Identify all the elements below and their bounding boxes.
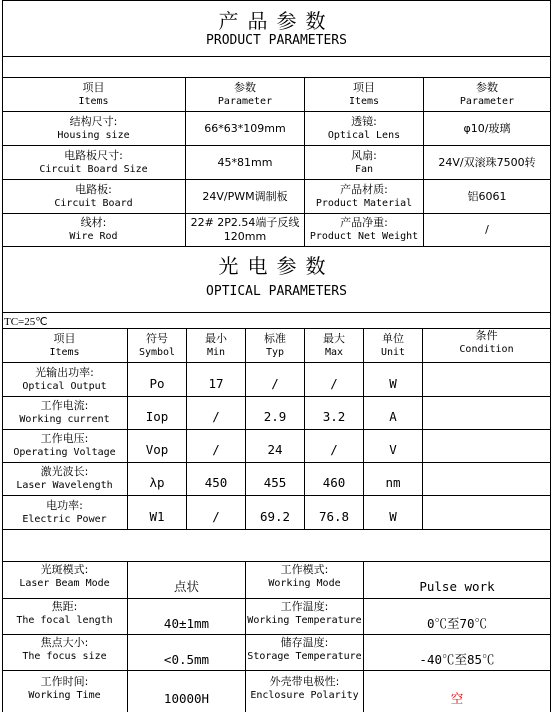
- header-en: Min: [206, 346, 226, 358]
- mode-value-left: <0.5mm: [163, 651, 210, 667]
- product-item-right: [305, 180, 423, 213]
- item-value: 66*63*109mm: [204, 121, 286, 135]
- item-label-en: Working Temperature: [247, 614, 362, 626]
- optical-header-items: [2, 329, 127, 362]
- item-label-cn: 产品净重:: [340, 216, 388, 229]
- header-cn: 最大: [323, 331, 345, 345]
- optical-min: 17: [208, 375, 224, 391]
- item-value: 22# 2P2.54端子反线: [190, 216, 300, 229]
- optical-symbol: Vop: [145, 442, 169, 457]
- frame-right: [550, 0, 551, 712]
- item-value: 24V/双滚珠7500转: [438, 155, 536, 169]
- item-label-cn: 激光波长:: [40, 465, 89, 478]
- item-label-en: Circuit Board: [54, 197, 133, 209]
- optical-max: 460: [322, 475, 346, 490]
- optical-header-max: [305, 329, 363, 362]
- mode-value-right: -40℃至85℃: [419, 651, 495, 667]
- product-value-left: [186, 180, 304, 213]
- optical-header-symbol: [128, 329, 186, 362]
- optical-unit: A: [389, 409, 397, 424]
- optical-max: 76.8: [318, 508, 350, 524]
- mode-item-left: [2, 562, 127, 592]
- header-cn: 符号: [146, 331, 168, 345]
- item-label-cn: 透镜:: [351, 114, 377, 128]
- mode-value-left: 10000H: [163, 690, 210, 706]
- optical-max: /: [330, 375, 338, 391]
- optical-header-typ: [246, 329, 304, 362]
- frame-top: [2, 0, 551, 1]
- optical-item: [2, 363, 127, 396]
- optical-item: [2, 430, 127, 462]
- item-value: 45*81mm: [217, 155, 273, 169]
- mode-value-left: 点状: [173, 579, 199, 594]
- item-label-cn: 电功率:: [46, 498, 83, 512]
- optical-header-unit: [364, 329, 422, 362]
- optical-typ: 455: [263, 475, 287, 490]
- item-label-cn: 产品材质:: [340, 182, 388, 196]
- mode-item-left: [2, 635, 127, 664]
- product-title-cn: 产品参数: [218, 9, 335, 33]
- item-label-en: Working Time: [28, 689, 101, 701]
- optical-symbol: Iop: [145, 409, 169, 424]
- item-label-en: Fan: [354, 163, 374, 175]
- spec-sheet: [2, 0, 551, 712]
- product-item-left: [2, 214, 185, 246]
- optical-min: /: [212, 442, 220, 457]
- item-label-en: Housing size: [57, 129, 130, 141]
- product-header-parameter-2: 参数 Parameter: [459, 80, 515, 107]
- optical-header-min: [187, 329, 245, 362]
- item-label-cn: 焦点大小:: [40, 635, 89, 649]
- product-value-right: [424, 146, 550, 179]
- product-item-left: [2, 146, 185, 179]
- item-label-en: Working current: [19, 414, 110, 425]
- header-en: Condition: [459, 344, 514, 355]
- item-label-en: Optical Lens: [327, 129, 401, 141]
- mode-item-right: [246, 599, 363, 628]
- optical-max: /: [330, 442, 338, 457]
- item-label-en: The focal length: [16, 614, 113, 626]
- optical-typ: 2.9: [263, 409, 287, 424]
- mode-value-right: Pulse work: [419, 579, 495, 594]
- item-label-cn: 工作时间:: [40, 674, 89, 688]
- item-label-cn: 电路板尺寸:: [64, 148, 123, 162]
- optical-typ: /: [271, 375, 279, 391]
- product-value-right: [424, 180, 550, 213]
- optical-title-cn: 光电参数: [218, 254, 335, 278]
- optical-unit: W: [389, 508, 397, 524]
- optical-item: [2, 463, 127, 495]
- item-label-cn: 光输出功率:: [35, 365, 94, 379]
- optical-unit: V: [389, 442, 397, 457]
- optical-symbol: W1: [149, 508, 165, 524]
- item-label-cn: 工作模式:: [280, 563, 329, 576]
- item-label-en: Working Mode: [268, 578, 341, 589]
- item-label-en: Operating Voltage: [13, 447, 116, 458]
- optical-title-en: OPTICAL PARAMETERS: [206, 284, 347, 299]
- header-cn: 项目: [53, 331, 76, 345]
- product-value-left: [186, 214, 304, 246]
- item-label-en: Enclosure Polarity: [250, 689, 359, 701]
- product-value-right: [424, 112, 550, 145]
- mode-item-right: [246, 562, 363, 592]
- item-label-cn: 储存温度:: [280, 635, 329, 649]
- header-en: Items: [49, 346, 80, 358]
- header-en: Max: [324, 346, 344, 358]
- product-value-left: [186, 112, 304, 145]
- item-label-en: Storage Temperature: [247, 650, 362, 662]
- header-en: Typ: [265, 346, 285, 358]
- item-value: 铝6061: [467, 189, 507, 203]
- product-item-left: [2, 180, 185, 213]
- item-label-en: Circuit Board Size: [39, 163, 148, 175]
- header-cn: 单位: [382, 331, 404, 345]
- optical-min: 450: [204, 475, 228, 490]
- mode-value-right: 空: [450, 690, 464, 706]
- optical-item: [2, 397, 127, 429]
- item-label-en: Laser Beam Mode: [19, 578, 110, 589]
- optical-typ: 24: [267, 442, 283, 457]
- optical-symbol: Po: [149, 375, 165, 391]
- optical-typ: 69.2: [259, 508, 291, 524]
- item-label-cn: 工作温度:: [280, 599, 329, 613]
- product-header-items: 项目 Items: [78, 80, 109, 107]
- item-label-cn: 风扇:: [351, 148, 377, 162]
- optical-min: /: [212, 409, 220, 424]
- item-value-line2: 120mm: [223, 230, 267, 243]
- item-label-en: Laser Wavelength: [16, 480, 113, 491]
- mode-value-right: 0℃至70℃: [426, 615, 488, 631]
- optical-item: [2, 496, 127, 529]
- optical-min: /: [212, 508, 220, 524]
- header-en: Symbol: [138, 346, 176, 358]
- header-en: Unit: [380, 346, 406, 358]
- item-label-en: The focus size: [22, 650, 107, 662]
- mode-item-right: [246, 635, 363, 664]
- mode-item-left: [2, 599, 127, 628]
- product-item-right: [305, 214, 423, 246]
- item-value: 24V/PWM调制板: [202, 189, 288, 203]
- product-item-right: [305, 146, 423, 179]
- item-value: /: [485, 223, 489, 236]
- item-label-en: Product Net Weight: [309, 231, 419, 242]
- item-label-en: Product Material: [315, 197, 413, 209]
- product-value-left: [186, 146, 304, 179]
- product-item-left: [2, 112, 185, 145]
- optical-unit: nm: [385, 475, 401, 490]
- product-item-right: [305, 112, 423, 145]
- item-label-cn: 工作电流:: [40, 399, 89, 412]
- item-label-cn: 外壳带电极性:: [269, 674, 340, 688]
- item-label-en: Wire Rod: [69, 231, 118, 242]
- product-header-items-2: 项目 Items: [348, 80, 380, 107]
- test-condition: TC=25℃: [4, 316, 48, 328]
- header-cn: 最小: [205, 331, 227, 345]
- item-label-cn: 线材:: [80, 216, 107, 229]
- item-label-cn: 结构尺寸:: [69, 114, 118, 128]
- mode-item-right: [246, 671, 363, 706]
- header-cn: 标准: [264, 331, 286, 345]
- optical-symbol: λp: [149, 475, 165, 490]
- mode-item-left: [2, 671, 127, 706]
- product-title-en: PRODUCT PARAMETERS: [206, 33, 347, 48]
- optical-unit: W: [389, 375, 397, 391]
- optical-header-condition: [423, 329, 550, 362]
- item-label-en: Optical Output: [22, 380, 107, 392]
- item-value: φ10/玻璃: [463, 121, 511, 135]
- item-label-cn: 工作电压:: [40, 432, 89, 445]
- mode-value-left: 40±1mm: [163, 615, 210, 631]
- item-label-cn: 焦距:: [51, 599, 78, 613]
- item-label-en: Electric Power: [22, 513, 107, 525]
- item-label-cn: 电路板:: [75, 182, 112, 196]
- optical-max: 3.2: [322, 409, 346, 424]
- item-label-cn: 光斑模式:: [40, 563, 89, 576]
- header-cn: 条件: [475, 329, 498, 342]
- product-value-right: [424, 214, 550, 246]
- product-header-parameter: 参数 Parameter: [217, 80, 273, 107]
